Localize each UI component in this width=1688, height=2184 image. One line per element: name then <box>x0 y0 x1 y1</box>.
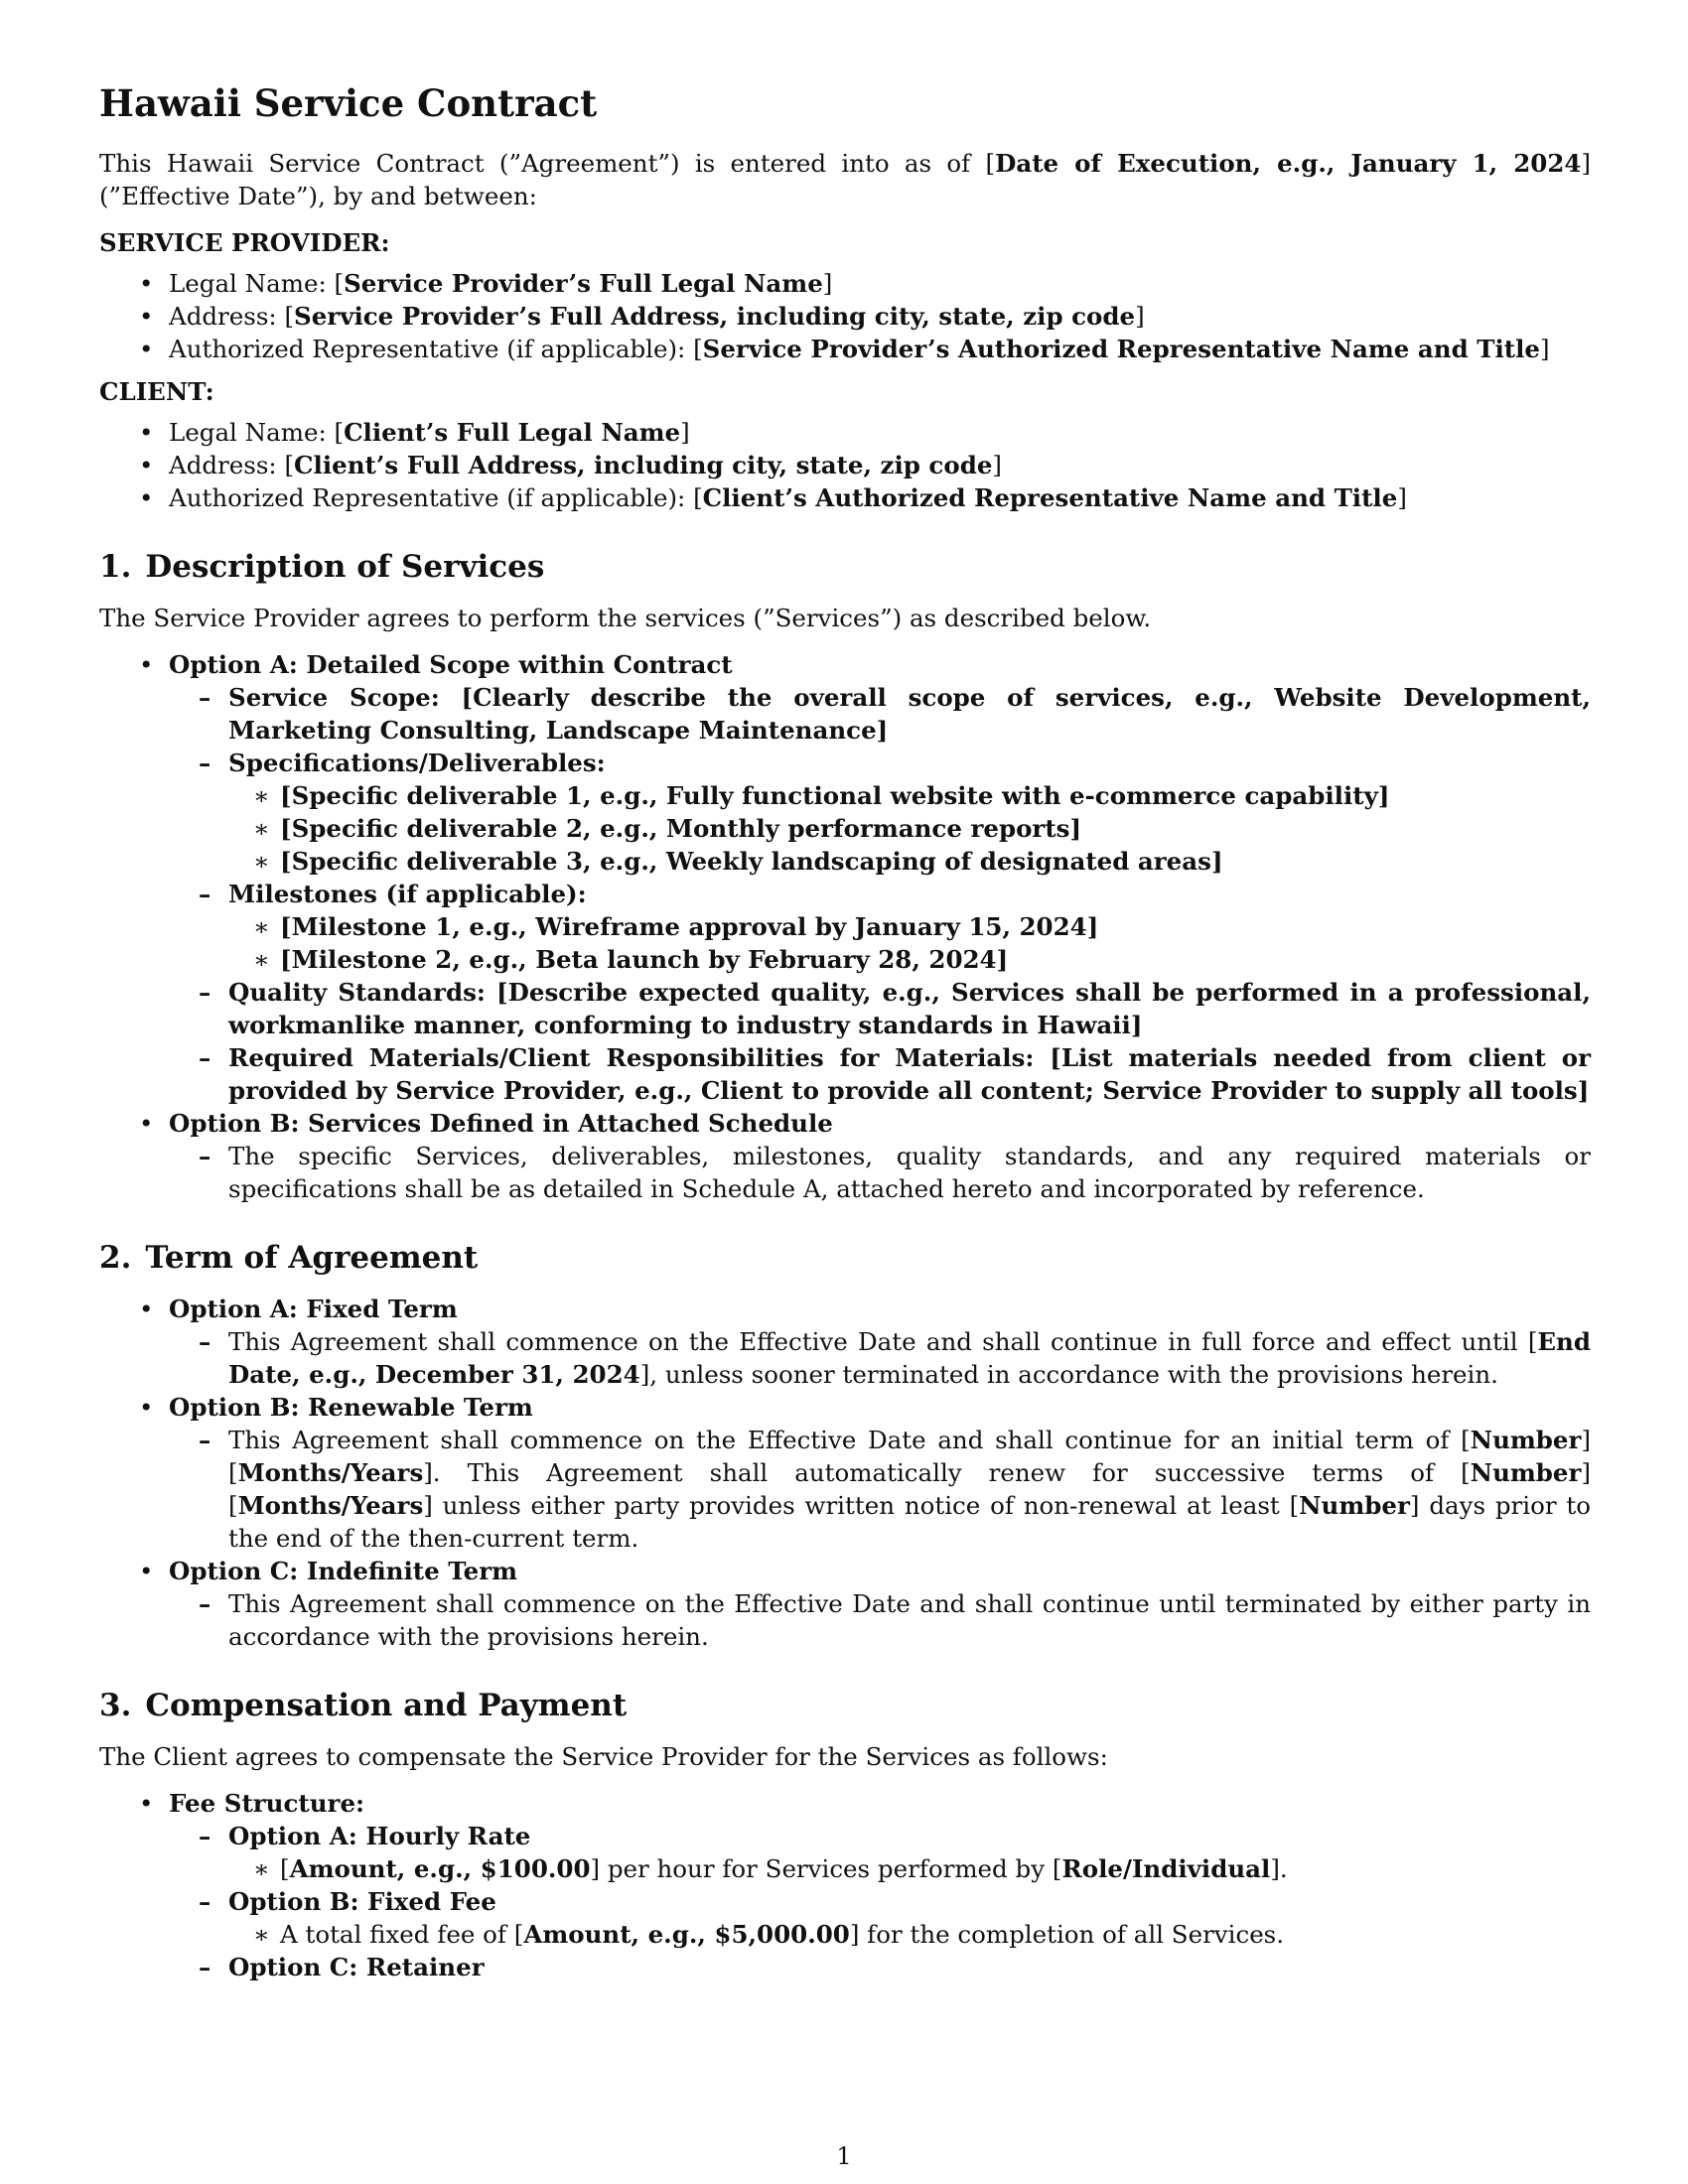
s1-option-a: • Option A: Detailed Scope within Contract – Service Scope: [Clearly describe the overall scope of services, e.g., Website Development, Marketing Consulting, Landscape Maintenance] – Specifications/Deliverables: ∗ [Specific deliverable 1, e.g., Fully functional website with e-commerce capability] ∗ [Specific deliverable 2, e.g., Monthly performance reports] ∗ [Specific deliverable 3, e.g., Weekly landscaping of designated areas] – Milestones (if applicable): ∗ [Milestone 1, e.g., Wireframe approval by January 15, 2024] ∗ [Milestone 2, e.g., Beta launch by February 28, 2024] – Quality Standards: [Describe expected quality, e.g., Services shall be performed in a professional, workmanlike manner, conforming to industry standards in Hawaii] – Required Materials/Client Responsibilities for Materials: [List materials needed from client or provided by Service Provider, e.g., Client to provide all content; Service Provider to supply all tools] <box>99 648 1591 1107</box>
s2-renewable-term-text: – This Agreement shall commence on the Effective Date and shall continue for an initial term of [Number] [Months/Years]. This Agreement shall automatically renew for successive terms of [Number] [Months/Years] unless either party provides written notice of non-renewal at least [Number] days prior to the end of the then-current term. <box>169 1424 1591 1555</box>
s3-option-a: – Option A: Hourly Rate ∗ [Amount, e.g., $100.00] per hour for Services performed by [Role/Individual]. <box>169 1820 1591 1885</box>
s2-option-c: • Option C: Indefinite Term – This Agreement shall commence on the Effective Date and shall continue until terminated by either party in accordance with the provisions herein. <box>99 1555 1591 1653</box>
section-1-heading: 1. Description of Services <box>99 549 545 585</box>
s3-option-c: – Option C: Retainer <box>169 1951 1591 1983</box>
s1-required-materials: – Required Materials/Client Responsibilities for Materials: [List materials needed from client or provided by Service Provider, e.g., Client to provide all content; Service Provider to supply all tools] <box>169 1041 1591 1107</box>
section-3-heading: 3. Compensation and Payment <box>99 1688 628 1723</box>
section-2-options <box>99 1293 1591 1653</box>
contract-document <box>99 81 1591 1991</box>
provider-legal-name: • Legal Name: [Service Provider’s Full Legal Name] <box>99 267 1591 300</box>
service-provider-heading: SERVICE PROVIDER: <box>99 228 390 257</box>
s2-option-b: • Option B: Renewable Term – This Agreement shall commence on the Effective Date and shall continue for an initial term of [Number] [Months/Years]. This Agreement shall automatically renew for successive terms of [Number] [Months/Years] unless either party provides written notice of non-renewal at least [Number] days prior to the end of the then-current term. <box>99 1391 1591 1555</box>
s1-milestone: ∗ [Milestone 1, e.g., Wireframe approval by January 15, 2024] <box>228 910 1591 943</box>
service-provider-fields <box>99 267 1591 365</box>
s1-deliverable: ∗ [Specific deliverable 2, e.g., Monthly performance reports] <box>228 812 1591 845</box>
page-number: 1 <box>836 2142 852 2170</box>
s2-option-a: • Option A: Fixed Term – This Agreement shall commence on the Effective Date and shall continue in full force and effect until [End Date, e.g., December 31, 2024], unless sooner terminated in accordance with the provisions herein. <box>99 1293 1591 1391</box>
s1-service-scope: – Service Scope: [Clearly describe the overall scope of services, e.g., Website Development, Marketing Consulting, Landscape Maintenance] <box>169 681 1591 747</box>
provider-representative: • Authorized Representative (if applicable): [Service Provider’s Authorized Representative Name and Title] <box>99 333 1591 365</box>
s1-milestones: – Milestones (if applicable): ∗ [Milestone 1, e.g., Wireframe approval by January 15, 2024] ∗ [Milestone 2, e.g., Beta launch by February 28, 2024] <box>169 878 1591 976</box>
s3-hourly-rate-text: ∗ [Amount, e.g., $100.00] per hour for Services performed by [Role/Individual]. <box>228 1852 1591 1885</box>
s1-deliverable: ∗ [Specific deliverable 3, e.g., Weekly landscaping of designated areas] <box>228 845 1591 878</box>
date-placeholder: Date of Execution, e.g., January 1, 2024 <box>995 149 1582 178</box>
s2-indefinite-term-text: – This Agreement shall commence on the Effective Date and shall continue until terminated by either party in accordance with the provisions herein. <box>169 1587 1591 1653</box>
s3-option-b: – Option B: Fixed Fee ∗ A total fixed fee of [Amount, e.g., $5,000.00] for the completion of all Services. <box>169 1885 1591 1951</box>
s1-schedule-text: – The specific Services, deliverables, milestones, quality standards, and any required materials or specifications shall be as detailed in Schedule A, attached hereto and incorporated by reference. <box>169 1140 1591 1205</box>
s1-quality-standards: – Quality Standards: [Describe expected quality, e.g., Services shall be performed in a professional, workmanlike manner, conforming to industry standards in Hawaii] <box>169 976 1591 1041</box>
provider-address: • Address: [Service Provider’s Full Address, including city, state, zip code] <box>99 300 1591 333</box>
intro-paragraph: This Hawaii Service Contract (”Agreement”) is entered into as of [Date of Execution, e.g., January 1, 2024] (”Effective Date”), by and between: <box>99 149 1591 210</box>
s2-fixed-term-text: – This Agreement shall commence on the Effective Date and shall continue in full force and effect until [End Date, e.g., December 31, 2024], unless sooner terminated in accordance with the provisions herein. <box>169 1325 1591 1391</box>
section-1-options <box>99 648 1591 1205</box>
client-legal-name: • Legal Name: [Client’s Full Legal Name] <box>99 416 1591 449</box>
client-heading: CLIENT: <box>99 377 214 406</box>
client-representative: • Authorized Representative (if applicable): [Client’s Authorized Representative Name and Title] <box>99 481 1591 514</box>
document-title: Hawaii Service Contract <box>99 81 598 125</box>
client-address: • Address: [Client’s Full Address, including city, state, zip code] <box>99 449 1591 481</box>
section-3-options <box>99 1787 1591 1983</box>
section-2-heading: 2. Term of Agreement <box>99 1240 479 1276</box>
client-fields <box>99 416 1591 514</box>
s1-milestone: ∗ [Milestone 2, e.g., Beta launch by February 28, 2024] <box>228 943 1591 976</box>
s1-deliverable: ∗ [Specific deliverable 1, e.g., Fully functional website with e-commerce capability] <box>228 779 1591 812</box>
s3-fee-structure: • Fee Structure: – Option A: Hourly Rate ∗ [Amount, e.g., $100.00] per hour for Services performed by [Role/Individual]. – Option B: Fixed Fee ∗ A total fixed fee of [Amount, e.g., $5,000.00] for the completion of all Services. – Option C: Retainer <box>99 1787 1591 1983</box>
section-3-intro: The Client agrees to compensate the Service Provider for the Services as follows: <box>99 1742 1108 1771</box>
s1-option-b: • Option B: Services Defined in Attached Schedule – The specific Services, deliverables, milestones, quality standards, and any required materials or specifications shall be as detailed in Schedule A, attached hereto and incorporated by reference. <box>99 1107 1591 1205</box>
section-1-intro: The Service Provider agrees to perform the services (”Services”) as described below. <box>99 604 1152 632</box>
s1-specifications: – Specifications/Deliverables: ∗ [Specific deliverable 1, e.g., Fully functional website with e-commerce capability] ∗ [Specific deliverable 2, e.g., Monthly performance reports] ∗ [Specific deliverable 3, e.g., Weekly landscaping of designated areas] <box>169 747 1591 878</box>
s3-fixed-fee-text: ∗ A total fixed fee of [Amount, e.g., $5,000.00] for the completion of all Services. <box>228 1918 1591 1951</box>
